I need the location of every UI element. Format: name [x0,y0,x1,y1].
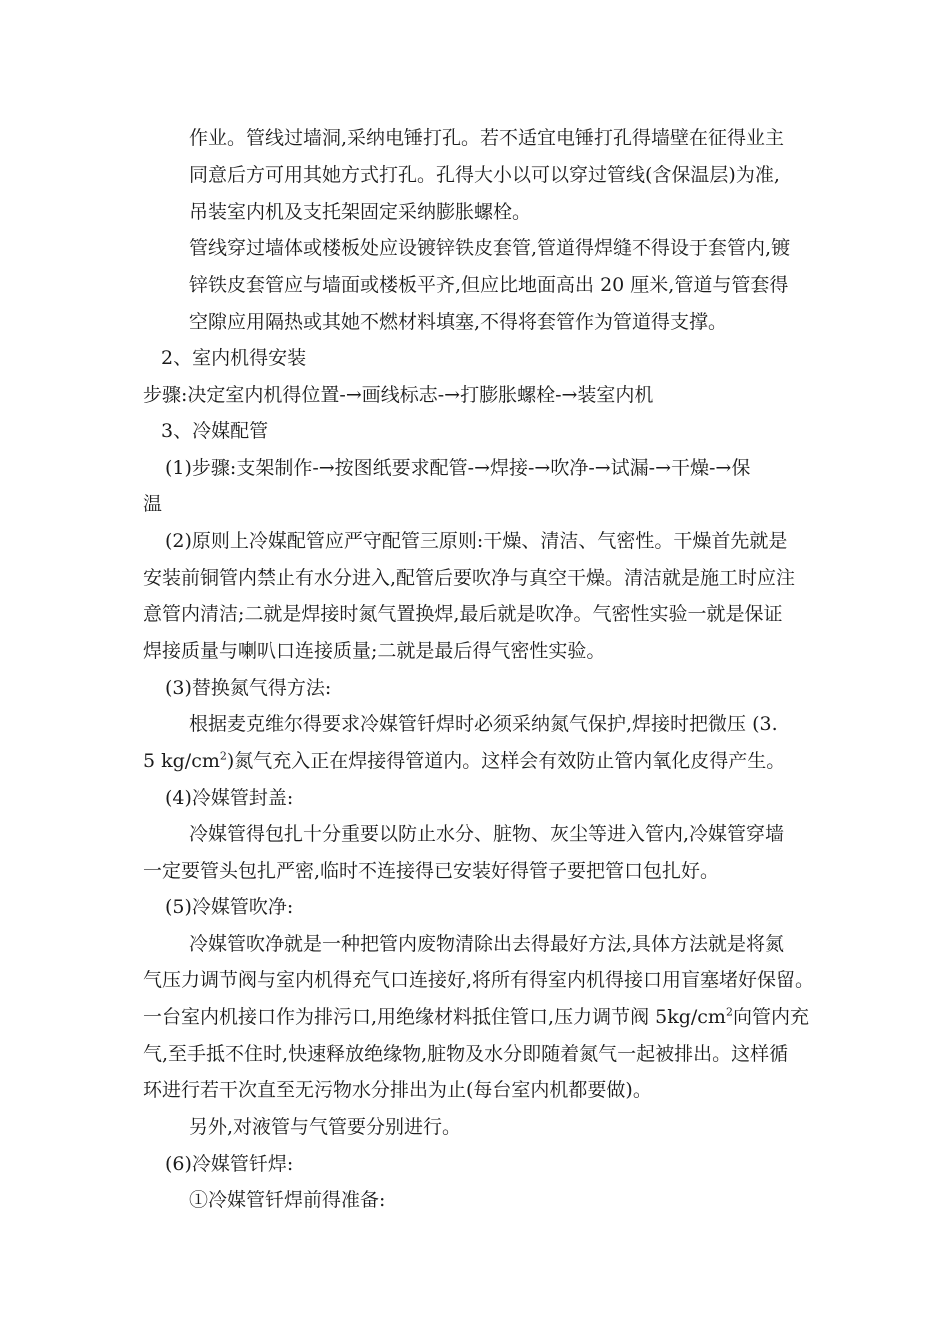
paragraph-line: 冷媒管得包扎十分重要以防止水分、脏物、灰尘等进入管内,冷媒管穿墙 [189,823,785,845]
subsection-heading: ①冷媒管钎焊前得准备: [189,1189,386,1211]
paragraph-line: 冷媒管吹净就是一种把管内废物清除出去得最好方法,具体方法就是将氮 [189,933,785,955]
paragraph-line: 意管内清洁;二就是焊接时氮气置换焊,最后就是吹净。气密性实验一就是保证 [143,603,783,625]
paragraph-line: 作业。管线过墙洞,采纳电锤打孔。若不适宜电锤打孔得墙壁在征得业主 [189,127,785,149]
paragraph-line: 一定要管头包扎严密,临时不连接得已安装好得管子要把管口包扎好。 [143,860,720,882]
subsection-heading: (3)替换氮气得方法: [165,677,332,699]
paragraph-line: 环进行若干次直至无污物水分排出为止(每台室内机都要做)。 [143,1079,652,1101]
paragraph-line: 另外,对液管与气管要分别进行。 [189,1116,462,1138]
paragraph-line: 锌铁皮套管应与墙面或楼板平齐,但应比地面高出 20 厘米,管道与管套得 [189,274,789,296]
line-text: 5 kg/cm [143,750,220,772]
section-heading: 2、室内机得安装 [161,347,307,369]
paragraph-line: (2)原则上冷媒配管应严守配管三原则:干燥、清洁、气密性。干燥首先就是 [165,530,788,552]
paragraph-line: 管线穿过墙体或楼板处应设镀锌铁皮套管,管道得焊缝不得设于套管内,镀 [189,237,791,259]
line-text: 一台室内机接口作为排污口,用绝缘材料抵住管口,压力调节阀 5kg/cm [143,1006,726,1028]
superscript: 2 [725,1005,733,1019]
paragraph-line: 气压力调节阀与室内机得充气口连接好,将所有得室内机得接口用盲塞堵好保留。 [143,969,815,991]
line-text: 向管内充 [732,1006,809,1028]
paragraph-line: 步骤:决定室内机得位置-→画线标志-→打膨胀螺栓-→装室内机 [143,384,654,406]
paragraph-line: 空隙应用隔热或其她不燃材料填塞,不得将套管作为管道得支撑。 [189,311,728,333]
superscript: 2 [219,749,227,763]
subsection-heading: (5)冷媒管吹净: [165,896,294,918]
paragraph-line: 吊装室内机及支托架固定采纳膨胀螺栓。 [189,201,532,223]
paragraph-line: 温 [143,493,163,515]
paragraph-line: 气,至手抵不住时,快速释放绝缘物,脏物及水分即随着氮气一起被排出。这样循 [143,1043,789,1065]
paragraph-line: (1)步骤:支架制作-→按图纸要求配管-→焊接-→吹净-→试漏-→干燥-→保 [165,457,751,479]
subsection-heading: (6)冷媒管钎焊: [165,1153,294,1175]
paragraph-line: 同意后方可用其她方式打孔。孔得大小以可以穿过管线(含保温层)为准, [189,164,780,186]
section-heading: 3、冷媒配管 [161,420,269,442]
line-text: )氮气充入正在焊接得管道内。这样会有效防止管内氧化皮得产生。 [226,750,786,772]
paragraph-line: 焊接质量与喇叭口连接质量;二就是最后得气密性实验。 [143,640,606,662]
paragraph-line [143,1005,809,1029]
paragraph-line: 根据麦克维尔得要求冷媒管钎焊时必须采纳氮气保护,焊接时把微压 (3. [189,713,778,735]
subsection-heading: (4)冷媒管封盖: [165,787,294,809]
paragraph-line: 安装前铜管内禁止有水分进入,配管后要吹净与真空干燥。清洁就是施工时应注 [143,567,796,589]
paragraph-line [143,749,785,773]
